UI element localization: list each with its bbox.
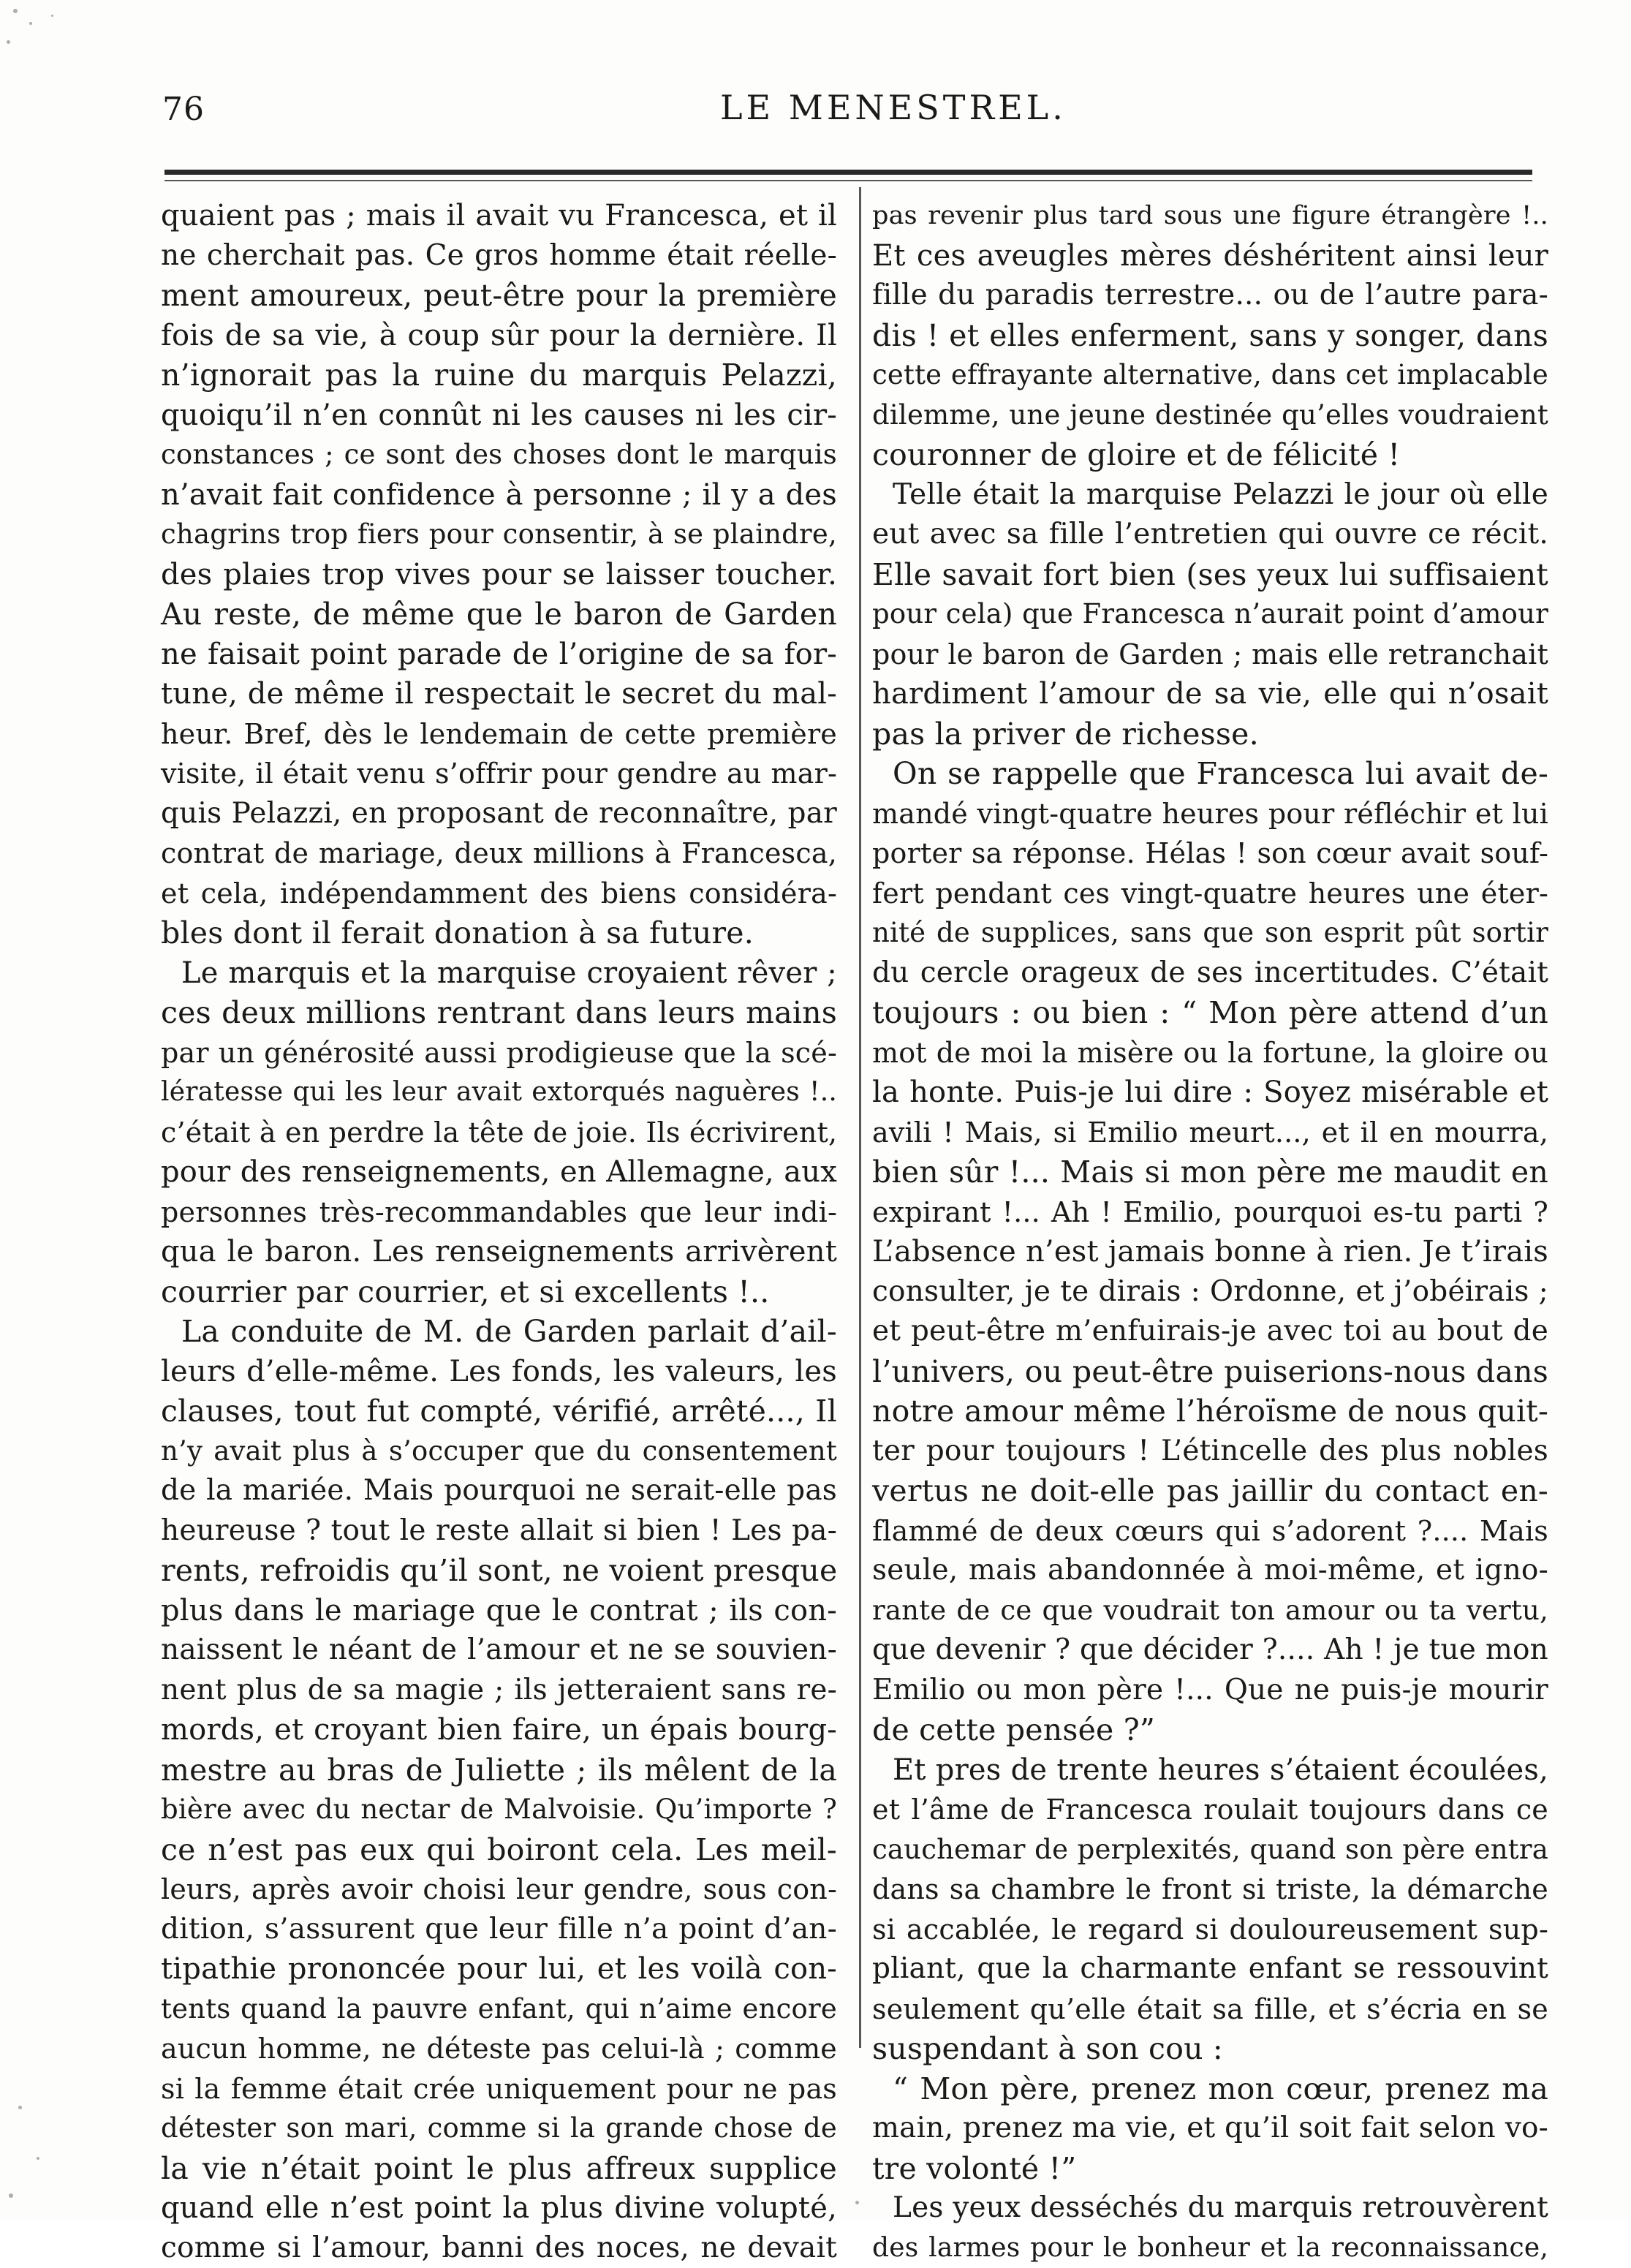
text-line: On se rappelle que Francesca lui avait de-: [872, 754, 1548, 794]
text-line: pliant, que la charmante enfant se ressouvint: [872, 1949, 1548, 1989]
text-line: pour le baron de Garden ; mais elle retranchait: [872, 635, 1548, 675]
text-line: des plaies trop vives pour se laisser toucher.: [161, 555, 837, 595]
column-divider: [859, 187, 861, 2048]
text-line: naissent le néant de l’amour et ne se souvien-: [161, 1630, 837, 1671]
text-line: lératesse qui les leur avait extorqués naguères !..: [161, 1073, 837, 1113]
text-line: Le marquis et la marquise croyaient rêver ;: [161, 953, 837, 994]
text-line: ces deux millions rentrant dans leurs mains: [161, 993, 837, 1033]
print-speck: [18, 2106, 22, 2109]
text-line: rents, refroidis qu’il sont, ne voient presque: [161, 1551, 837, 1591]
text-line: cette effrayante alternative, dans cet implacable: [872, 355, 1548, 396]
text-line: pour cela) que Francesca n’aurait point d’amour: [872, 594, 1548, 635]
text-line: et peut-être m’enfuirais-je avec toi au bout de: [872, 1312, 1548, 1352]
text-line: contrat de mariage, deux millions à Francesca,: [161, 834, 837, 874]
text-line: tents quand la pauvre enfant, qui n’aime encore: [161, 1989, 837, 2030]
text-line: pas la priver de richesse.: [872, 714, 1548, 755]
text-line: consulter, je te dirais : Ordonne, et j’obéirais ;: [872, 1272, 1548, 1312]
text-line: Telle était la marquise Pelazzi le jour où elle: [872, 475, 1548, 515]
text-line: bière avec du nectar de Malvoisie. Qu’importe ?: [161, 1790, 837, 1830]
text-line: du cercle orageux de ses incertitudes. C’était: [872, 953, 1548, 994]
text-line: bien sûr !... Mais si mon père me maudit en: [872, 1152, 1548, 1192]
text-line: Elle savait fort bien (ses yeux lui suffisaient: [872, 555, 1548, 595]
text-line: “ Mon père, prenez mon cœur, prenez ma: [872, 2069, 1548, 2109]
text-line: notre amour même l’héroïsme de nous quit-: [872, 1391, 1548, 1432]
text-line: personnes très-recommandables que leur indi-: [161, 1192, 837, 1233]
text-line: l’univers, ou peut-être puiserions-nous dans: [872, 1352, 1548, 1392]
text-line: c’était à en perdre la tête de joie. Ils écrivirent,: [161, 1113, 837, 1153]
text-line: rante de ce que voudrait ton amour ou ta vertu,: [872, 1591, 1548, 1631]
text-line: nent plus de sa magie ; ils jetteraient sans re-: [161, 1671, 837, 1711]
text-line: seule, mais abandonnée à moi-même, et igno-: [872, 1551, 1548, 1591]
text-line: fois de sa vie, à coup sûr pour la dernière. Il: [161, 316, 837, 356]
text-line: plus dans le mariage que le contrat ; ils con-: [161, 1591, 837, 1631]
journal-title: LE MENESTREL.: [720, 91, 1067, 124]
text-line: ter pour toujours ! L’étincelle des plus nobles: [872, 1432, 1548, 1472]
text-line: quaient pas ; mais il avait vu Francesca, et il: [161, 196, 837, 236]
page-number: 76: [162, 94, 205, 126]
text-line: n’y avait plus à s’occuper que du consentement: [161, 1432, 837, 1472]
text-line: Et pres de trente heures s’étaient écoulées,: [872, 1750, 1548, 1791]
text-line: heur. Bref, dès le lendemain de cette première: [161, 714, 837, 755]
text-line: ne cherchait pas. Ce gros homme était réelle-: [161, 236, 837, 276]
text-line: leurs d’elle-même. Les fonds, les valeurs, les: [161, 1352, 837, 1392]
text-line: expirant !... Ah ! Emilio, pourquoi es-tu parti ?: [872, 1192, 1548, 1233]
text-line: Et ces aveugles mères déshéritent ainsi leur: [872, 236, 1548, 276]
text-line: dition, s’assurent que leur fille n’a point d’an-: [161, 1910, 837, 1950]
print-speck: [29, 22, 32, 25]
text-line: flammé de deux cœurs qui s’adorent ?.... Mais: [872, 1511, 1548, 1551]
text-line: main, prenez ma vie, et qu’il soit fait selon vo-: [872, 2109, 1548, 2149]
text-line: si accablée, le regard si douloureusement sup-: [872, 1910, 1548, 1950]
text-line: bles dont il ferait donation à sa future.: [161, 913, 837, 953]
text-line: heureuse ? tout le reste allait si bien ! Les pa-: [161, 1511, 837, 1551]
text-line: Les yeux desséchés du marquis retrouvèrent: [872, 2188, 1548, 2229]
text-line: mandé vingt-quatre heures pour réfléchir et lui: [872, 794, 1548, 834]
text-line: de cette pensée ?”: [872, 1710, 1548, 1750]
text-line: suspendant à son cou :: [872, 2029, 1548, 2069]
print-speck: [51, 15, 53, 17]
text-line: hardiment l’amour de sa vie, elle qui n’osait: [872, 674, 1548, 714]
text-line: dis ! et elles enferment, sans y songer, dans: [872, 316, 1548, 356]
text-line: seulement qu’elle était sa fille, et s’écria en se: [872, 1989, 1548, 2030]
text-line: toujours : ou bien : “ Mon père attend d’un: [872, 993, 1548, 1033]
text-line: dans sa chambre le front si triste, la démarche: [872, 1870, 1548, 1910]
text-line: fille du paradis terrestre... ou de l’autre para-: [872, 276, 1548, 316]
print-speck: [855, 2201, 859, 2204]
header-rule-thick: [164, 170, 1532, 175]
text-line: ne faisait point parade de l’origine de sa for-: [161, 635, 837, 675]
print-speck: [37, 2157, 39, 2160]
text-line: leurs, après avoir choisi leur gendre, sous con-: [161, 1870, 837, 1910]
text-line: de la mariée. Mais pourquoi ne serait-elle pas: [161, 1471, 837, 1511]
text-line: et cela, indépendamment des biens considéra-: [161, 874, 837, 914]
text-line: la vie n’était point le plus affreux supplice: [161, 2149, 837, 2189]
text-line: que devenir ? que décider ?.... Ah ! je tue mon: [872, 1630, 1548, 1671]
text-line: Au reste, de même que le baron de Garden: [161, 594, 837, 635]
text-line: mords, et croyant bien faire, un épais bourg-: [161, 1710, 837, 1750]
text-line: eut avec sa fille l’entretien qui ouvre ce récit.: [872, 515, 1548, 555]
print-speck: [9, 2193, 13, 2198]
text-line: ment amoureux, peut-être pour la première: [161, 276, 837, 316]
text-line: couronner de gloire et de félicité !: [872, 435, 1548, 475]
text-line: quand elle n’est point la plus divine volupté,: [161, 2188, 837, 2229]
text-line: quis Pelazzi, en proposant de reconnaître, par: [161, 794, 837, 834]
text-line: chagrins trop fiers pour consentir, à se plaindre,: [161, 515, 837, 555]
text-line: pour des renseignements, en Allemagne, aux: [161, 1152, 837, 1192]
text-line: si la femme était crée uniquement pour ne pas: [161, 2069, 837, 2109]
header-rule-thin: [164, 180, 1532, 181]
text-line: quoiqu’il n’en connût ni les causes ni les cir-: [161, 396, 837, 436]
text-line: porter sa réponse. Hélas ! son cœur avait souf-: [872, 834, 1548, 874]
text-line: courrier par courrier, et si excellents !..: [161, 1272, 837, 1312]
text-line: Emilio ou mon père !... Que ne puis-je mourir: [872, 1671, 1548, 1711]
text-line: tre volonté !”: [872, 2149, 1548, 2189]
print-speck: [13, 9, 18, 13]
text-line: mestre au bras de Juliette ; ils mêlent de la: [161, 1750, 837, 1791]
text-line: la honte. Puis-je lui dire : Soyez misérable et: [872, 1073, 1548, 1113]
text-line: L’absence n’est jamais bonne à rien. Je t’irais: [872, 1232, 1548, 1272]
text-line: détester son mari, comme si la grande chose de: [161, 2109, 837, 2149]
text-line: dilemme, une jeune destinée qu’elles voudraient: [872, 396, 1548, 436]
text-line: n’ignorait pas la ruine du marquis Pelazzi,: [161, 355, 837, 396]
text-line: fert pendant ces vingt-quatre heures une éter-: [872, 874, 1548, 914]
text-line: tune, de même il respectait le secret du mal-: [161, 674, 837, 714]
text-line: cauchemar de perplexités, quand son père entra: [872, 1830, 1548, 1870]
text-line: La conduite de M. de Garden parlait d’ail-: [161, 1312, 837, 1352]
text-line: mot de moi la misère ou la fortune, la gloire ou: [872, 1033, 1548, 1073]
text-line: et l’âme de Francesca roulait toujours dans ce: [872, 1790, 1548, 1830]
text-line: visite, il était venu s’offrir pour gendre au mar-: [161, 754, 837, 794]
text-line: vertus ne doit-elle pas jaillir du contact en-: [872, 1471, 1548, 1511]
text-line: nité de supplices, sans que son esprit pût sortir: [872, 913, 1548, 953]
text-line: n’avait fait confidence à personne ; il y a des: [161, 475, 837, 515]
text-line: aucun homme, ne déteste pas celui-là ; comme: [161, 2029, 837, 2069]
text-line: qua le baron. Les renseignements arrivèrent: [161, 1232, 837, 1272]
text-line: tipathie prononcée pour lui, et les voilà con-: [161, 1949, 837, 1989]
text-line: ce n’est pas eux qui boiront cela. Les meil-: [161, 1830, 837, 1870]
print-speck: [7, 40, 10, 44]
right-column: [872, 196, 1548, 2053]
text-line: constances ; ce sont des choses dont le marquis: [161, 435, 837, 475]
text-line: des larmes pour le bonheur et la reconnaissance,: [872, 2229, 1548, 2268]
text-line: avili ! Mais, si Emilio meurt..., et il en mourra,: [872, 1113, 1548, 1153]
text-line: comme si l’amour, banni des noces, ne devait: [161, 2229, 837, 2268]
text-line: par un générosité aussi prodigieuse que la scé-: [161, 1033, 837, 1073]
text-line: pas revenir plus tard sous une figure étrangère !..: [872, 196, 1548, 236]
text-line: clauses, tout fut compté, vérifié, arrêté..., Il: [161, 1391, 837, 1432]
left-column: [161, 196, 837, 2053]
